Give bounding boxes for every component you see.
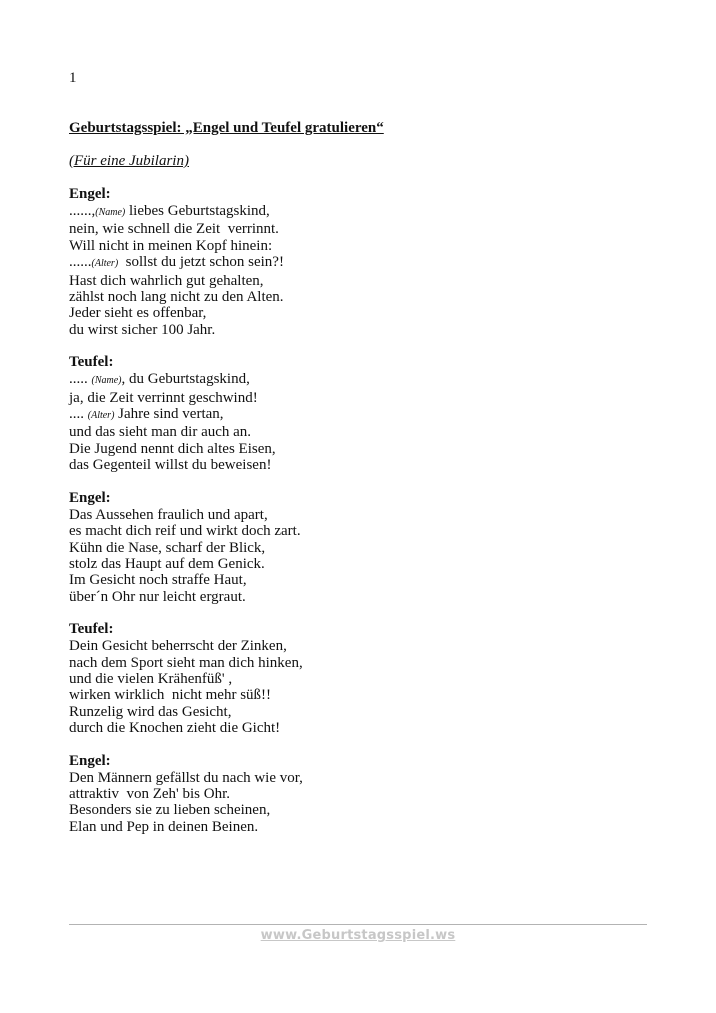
footer-divider — [69, 924, 647, 925]
verse-line — [69, 273, 629, 289]
poem-sections — [69, 186, 629, 851]
verse-line — [69, 556, 629, 572]
verse-line — [69, 305, 629, 321]
verse-line — [69, 770, 629, 786]
verse-line — [69, 671, 629, 687]
verse-text: stolz das Haupt auf dem Genick. — [69, 555, 265, 572]
verse-text: Besonders sie zu lieben scheinen, — [69, 802, 271, 819]
verse-text: Den Männern gefällst du nach wie vor, — [69, 769, 303, 786]
verse-text: Elan und Pep in deinen Beinen. — [69, 818, 259, 835]
verse-line — [69, 655, 629, 671]
verse-text: ...... — [69, 254, 92, 271]
verse-text: Im Gesicht noch straffe Haut, — [69, 572, 247, 589]
verse-text: über´n Ohr nur leicht ergraut. — [69, 588, 246, 605]
verse-line — [69, 638, 629, 654]
speaker-label: Engel: — [69, 752, 111, 769]
verse-line — [69, 786, 629, 802]
verse-line — [69, 221, 629, 237]
verse-text: Das Aussehen fraulich und apart, — [69, 506, 268, 523]
verse-text: sollst du jetzt schon sein?! — [118, 254, 284, 271]
verse-line — [69, 424, 629, 440]
verse-text: Jeder sieht es offenbar, — [69, 305, 207, 322]
verse-text: Will nicht in meinen Kopf hinein: — [69, 237, 273, 254]
verse-line — [69, 406, 629, 424]
verse-line — [69, 802, 629, 818]
verse-line — [69, 572, 629, 588]
speaker-label: Engel: — [69, 186, 111, 202]
speaker-label: Teufel: — [69, 621, 114, 638]
verse-text: Die Jugend nennt dich altes Eisen, — [69, 440, 276, 457]
verse-text: attraktiv von Zeh' bis Ohr. — [69, 785, 231, 802]
verse-text: nein, wie schnell die Zeit verrinnt. — [69, 221, 279, 238]
verse-line — [69, 457, 629, 473]
verse-text: durch die Knochen zieht die Gicht! — [69, 720, 281, 737]
poem-section — [69, 186, 629, 338]
placeholder-hint: (Alter) — [87, 410, 115, 422]
verse-line — [69, 203, 629, 221]
verse-text: , du Geburtstagskind, — [121, 371, 250, 388]
verse-text: ..... — [69, 371, 92, 388]
poem-section — [69, 354, 629, 473]
verse-text: Jahre sind vertan, — [114, 406, 224, 423]
verse-text: das Gegenteil willst du beweisen! — [69, 457, 272, 474]
speaker-label: Teufel: — [69, 354, 114, 371]
footer-website-link[interactable]: www.Geburtstagsspiel.ws — [260, 928, 456, 943]
verse-text: wirken wirklich nicht mehr süß!! — [69, 687, 272, 704]
verse-line — [69, 720, 629, 736]
verse-text: Dein Gesicht beherrscht der Zinken, — [69, 638, 287, 655]
verse-text: du wirst sicher 100 Jahr. — [69, 321, 216, 338]
verse-line — [69, 819, 629, 835]
verse-text: liebes Geburtstagskind, — [125, 203, 270, 219]
verse-text: ......, — [69, 203, 96, 219]
verse-line — [69, 704, 629, 720]
verse-text: und das sieht man dir auch an. — [69, 424, 252, 441]
placeholder-hint: (Alter) — [91, 258, 119, 270]
verse-line — [69, 687, 629, 703]
verse-line — [69, 322, 629, 338]
verse-line — [69, 540, 629, 556]
verse-line — [69, 523, 629, 539]
verse-text: Kühn die Nase, scharf der Blick, — [69, 539, 266, 556]
poem-section — [69, 621, 629, 736]
verse-line — [69, 589, 629, 605]
speaker-label: Engel: — [69, 489, 111, 506]
page-number: 1 — [69, 70, 77, 86]
verse-line — [69, 441, 629, 457]
verse-line — [69, 238, 629, 254]
document-title: Geburtstagsspiel: „Engel und Teufel gratulieren“ — [69, 120, 384, 136]
verse-line — [69, 371, 629, 389]
placeholder-hint: (Name) — [95, 207, 126, 218]
poem-section — [69, 753, 629, 836]
verse-line — [69, 289, 629, 305]
verse-text: Hast dich wahrlich gut gehalten, — [69, 272, 264, 289]
placeholder-hint: (Name) — [91, 375, 122, 387]
verse-text: .... — [69, 406, 88, 423]
document-subtitle: (Für eine Jubilarin) — [69, 153, 189, 169]
verse-text: nach dem Sport sieht man dich hinken, — [69, 654, 303, 671]
verse-text: es macht dich reif und wirkt doch zart. — [69, 523, 301, 540]
verse-line — [69, 390, 629, 406]
verse-text: ja, die Zeit verrinnt geschwind! — [69, 389, 258, 406]
poem-section — [69, 490, 629, 605]
verse-text: zählst noch lang nicht zu den Alten. — [69, 289, 284, 306]
verse-text: und die vielen Krähenfüß' , — [69, 670, 233, 687]
verse-text: Runzelig wird das Gesicht, — [69, 703, 232, 720]
verse-line — [69, 254, 629, 272]
verse-line — [69, 507, 629, 523]
